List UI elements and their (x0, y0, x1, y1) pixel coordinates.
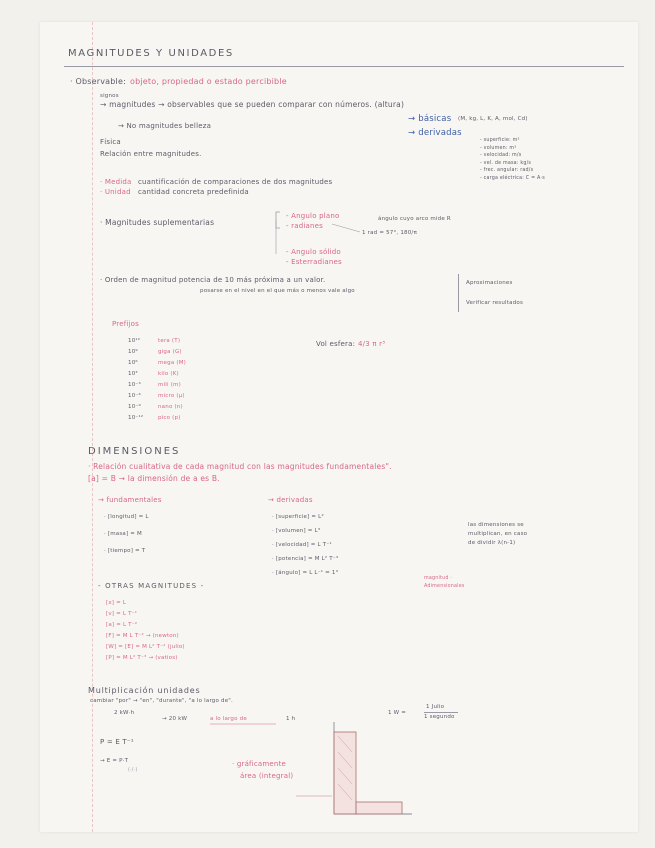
fundamental-dimension: · [masa] = M (104, 531, 143, 537)
otra-magnitud: [x] = L (106, 600, 127, 606)
angulo-plano: - Angulo plano (286, 212, 340, 220)
otra-magnitud: [P] = M L² T⁻³ → (vatios) (106, 655, 178, 661)
derived-dimension: · [potencia] = M L² T⁻³ (272, 556, 339, 562)
ept-formula: → E = P·T (100, 758, 129, 764)
fundamentales-label: → fundamentales (98, 496, 162, 504)
prefix-power: 10⁻⁶ (128, 393, 141, 399)
prefix-name: nano (n) (158, 404, 183, 410)
graph-area-low (356, 802, 402, 814)
fisica-label: Física (100, 138, 121, 146)
notebook-page (40, 22, 638, 832)
derived-dimension: · [ángulo] = L L⁻¹ = 1° (272, 570, 339, 576)
prefix-name: mili (m) (158, 382, 181, 388)
side-note-line: las dimensiones se (468, 522, 524, 528)
derivada-unit-item: - vel. de masa: kg/s (480, 160, 532, 166)
no-magnitudes-line: → No magnitudes belleza (118, 122, 212, 130)
orden-line-1: · Orden de magnitud potencia de 10 más próxima a un valor. (100, 276, 326, 284)
otra-magnitud: [v] = L T⁻¹ (106, 611, 138, 617)
prefix-power: 10⁶ (128, 360, 138, 366)
medida-label: · Medida (100, 178, 132, 186)
prefix-name: giga (G) (158, 349, 182, 355)
arc-note: ángulo cuyo arco mide R (378, 216, 451, 222)
derivada-unit-item: - velocidad: m/s (480, 153, 522, 158)
aproximaciones: Aproximaciones (466, 280, 513, 286)
derived-dimension: · [volumen] = L³ (272, 528, 321, 534)
adim-note-line: Adimensionales (424, 584, 465, 589)
prefijos-label: Prefijos (112, 320, 140, 328)
prefix-name: tera (T) (158, 338, 181, 344)
prefix-name: kilo (K) (158, 371, 179, 377)
prefix-name: mega (M) (158, 360, 186, 366)
watt-label: 1 W = (388, 710, 407, 716)
pet-formula: P = E T⁻¹ (100, 738, 134, 746)
fisica-text: Relación entre magnitudes. (100, 150, 202, 158)
derivadas-label: → derivadas (408, 128, 462, 138)
prefix-name: pico (p) (158, 415, 181, 421)
kwh-value: 2 kW·h (114, 710, 135, 716)
watt-numerator: 1 Julio (426, 704, 445, 710)
otra-magnitud: [F] = M L T⁻² → (newton) (106, 633, 179, 639)
suplementarias-brace (276, 212, 280, 228)
prefix-power: 10⁻¹² (128, 415, 144, 421)
radianes: - radianes (286, 222, 323, 230)
esterradianes: - Esterradianes (286, 258, 342, 266)
otras-magnitudes-label: - OTRAS MAGNITUDES - (98, 582, 205, 590)
page-title: MAGNITUDES Y UNIDADES (68, 48, 234, 59)
unidad-text: cantidad concreta predefinida (138, 188, 249, 196)
fundamental-dimension: · [tiempo] = T (104, 548, 146, 554)
observable-label: · Observable: (70, 77, 126, 86)
multiplicacion-title: Multiplicación unidades (88, 686, 201, 695)
rad-note: 1 rad = 57°, 180/π (362, 230, 417, 236)
kw-value: → 20 kW (162, 716, 188, 722)
prefix-power: 10⁹ (128, 349, 138, 355)
prefix-power: 10³ (128, 371, 138, 377)
dimensiones-title: DIMENSIONES (88, 446, 181, 457)
area-integral: área (integral) (240, 772, 294, 780)
derivada-unit-item: - carga eléctrica: C = A·s (480, 175, 545, 181)
orden-line-2: posarse en el nivel en el que más o menos vale algo (200, 288, 355, 294)
side-note-line: de dividir λ(n-1) (468, 540, 516, 546)
fundamental-dimension: · [longitud] = L (104, 514, 149, 520)
graficamente: · gráficamente (232, 760, 287, 768)
basicas-label: → básicas (408, 114, 452, 124)
hour-value: 1 h (286, 716, 296, 722)
angulo-solido: - Angulo sólido (286, 248, 341, 256)
multiplicacion-line-1: cambiar "por" → "en", "durante", "a lo largo de". (90, 698, 233, 704)
vol-esfera-formula: 4/3 π r³ (358, 340, 386, 348)
observable-text: objeto, propiedad o estado percibible (130, 77, 287, 86)
derivada-unit-item: - volumen: m³ (480, 145, 517, 151)
derivadas-dim-label: → derivadas (268, 496, 313, 504)
vol-esfera-label: Vol esfera: (316, 340, 356, 348)
derived-dimension: · [velocidad] = L T⁻¹ (272, 542, 332, 548)
a-lo-largo-de: a lo largo de (210, 716, 247, 722)
derivada-unit-item: - frec. angular: rad/s (480, 168, 534, 173)
prefix-power: 10¹² (128, 338, 141, 344)
unidad-label: · Unidad (100, 188, 131, 196)
ept-note: (·/·) (128, 768, 138, 773)
verificar: Verificar resultados (466, 300, 524, 306)
suplementarias-label: · Magnitudes suplementarias (100, 218, 215, 227)
adim-note-line: magnitud · (424, 576, 453, 581)
prefix-power: 10⁻⁹ (128, 404, 141, 410)
prefix-power: 10⁻³ (128, 382, 141, 388)
derived-dimension: · [superficie] = L² (272, 514, 324, 520)
prefix-name: micro (µ) (158, 393, 185, 399)
otra-magnitud: [a] = L T⁻² (106, 622, 138, 628)
watt-denominator: 1 segundo (424, 714, 455, 720)
otra-magnitud: [W] = [E] = M L² T⁻² (julio) (106, 644, 185, 650)
derivada-unit-item: - superficie: m² (480, 138, 520, 143)
side-note-line: multiplican, en caso (468, 531, 528, 537)
radianes-arrow (332, 224, 360, 232)
dimensiones-rel-2: [a] = B → la dimensión de a es B. (88, 474, 220, 483)
signos-note: signos (100, 93, 119, 99)
dimensiones-rel-1: · Relación cualitativa de cada magnitud con las magnitudes fundamentales". (88, 462, 392, 471)
magnitudes-line: → magnitudes → observables que se pueden comparar con números. (altura) (100, 100, 405, 109)
medida-text: cuantificación de comparaciones de dos magnitudes (138, 178, 333, 186)
basicas-units: (M, kg, L, K, A, mol, Cd) (458, 116, 528, 122)
sketch-layer (40, 22, 638, 832)
